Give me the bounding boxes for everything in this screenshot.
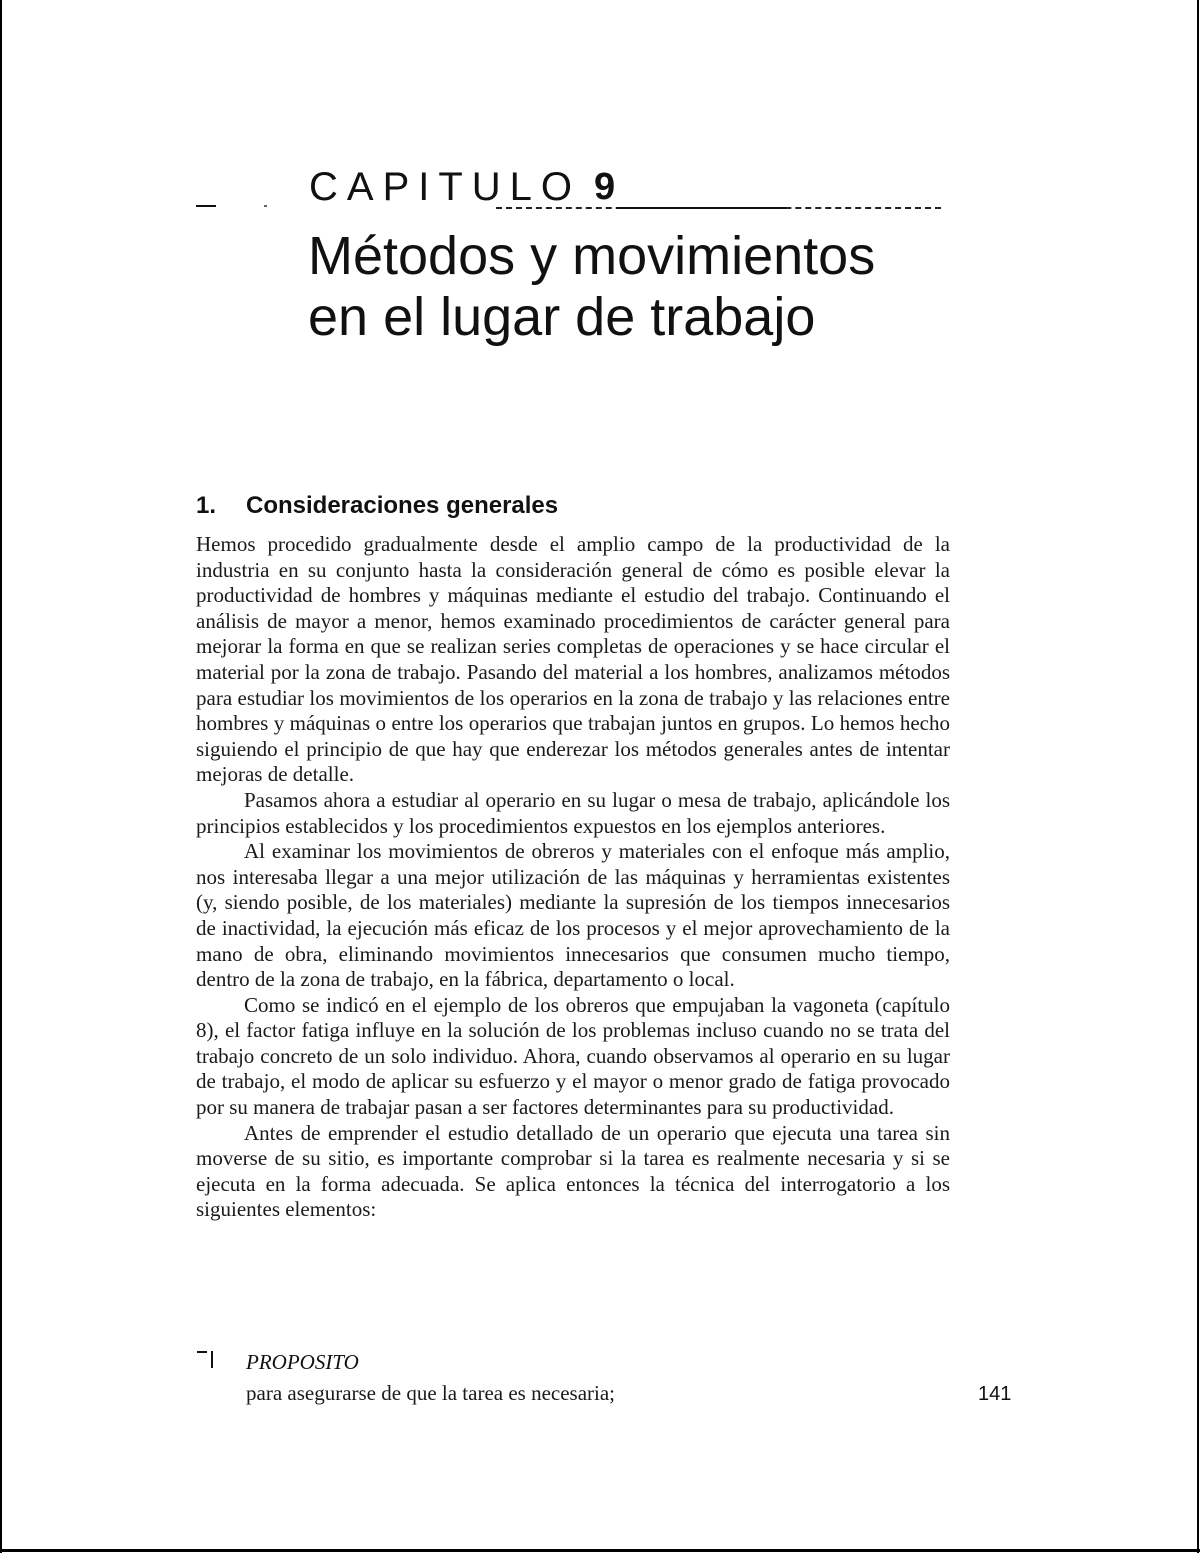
section-number: 1. — [196, 492, 217, 519]
page-border-bottom — [0, 1549, 1200, 1552]
paragraph: Al examinar los movimientos de obreros y materiales con el enfoque más amplio, nos interesaba llegar a una mejor utilización de las máquinas y herramientas existentes (y, siendo posible, de los materiales) mediante la supresión de los tiempos innecesarios de inactividad, la ejecución más eficaz de los procesos y el mejor aprovechamiento de la mano de obra, eliminando movimientos innecesarios que consumen mucho tiempo, dentro de la zona de trabajo, en la fábrica, departamento o local. — [196, 839, 950, 992]
chapter-label: CAPITULO — [309, 165, 582, 209]
paragraph: Antes de emprender el estudio detallado de un operario que ejecuta una tarea sin moverse de su sitio, es importante comprobar si la tarea es realmente necesaria y si se ejecuta en la forma adecuada. Se aplica entonces la técnica del interrogatorio a los siguientes elementos: — [196, 1120, 950, 1222]
chapter-rule-solid — [616, 207, 786, 209]
list-item-marker — [197, 1349, 217, 1373]
chapter-header — [196, 164, 941, 212]
paragraph: Como se indicó en el ejemplo de los obreros que empujaban la vagoneta (capítulo 8), el factor fatiga influye en la solución de los problemas incluso cuando no se trata del trabajo concreto de un solo individuo. Ahora, cuando observamos al operario en su lugar de trabajo, el modo de aplicar su esfuerzo y el mayor o menor grado de fatiga provocado por su manera de trabajar pasan a ser factores determinantes para su productividad. — [196, 992, 950, 1120]
section-heading — [196, 490, 558, 522]
body-text — [196, 532, 950, 1223]
paragraph: Hemos procedido gradualmente desde el amplio campo de la productividad de la industria en su conjunto hasta la consideración general de cómo es posible elevar la productividad de hombres y máquinas mediante el estudio del trabajo. Continuando el análisis de mayor a menor, hemos examinado procedimientos de carácter general para mejorar la forma en que se realizan series completas de operaciones y se hace circular el material por la zona de trabajo. Pasando del material a los hombres, analizamos métodos para estudiar los movimientos de los operarios en la zona de trabajo y las relaciones entre hombres y máquinas o entre los operarios que trabajan juntos en grupos. Lo hemos hecho siguiendo el principio de que hay que enderezar los métodos generales antes de intentar mejoras de detalle. — [196, 532, 950, 787]
page-number: 141 — [978, 1383, 1012, 1405]
list-item-title: PROPOSITO — [246, 1350, 359, 1374]
chapter-title-line-1: Métodos y movimientos — [308, 226, 876, 286]
chapter-title — [308, 226, 1008, 348]
page-border-left — [0, 0, 2, 1553]
chapter-mark-dot — [264, 205, 267, 207]
chapter-number: 9 — [594, 166, 616, 208]
page-border-right — [1197, 0, 1199, 1553]
paragraph: Pasamos ahora a estudiar al operario en su lugar o mesa de trabajo, aplicándole los principios establecidos y los procedimientos expuestos en los ejemplos anteriores. — [196, 787, 950, 838]
chapter-mark-left — [196, 205, 216, 207]
chapter-title-line-2: en el lugar de trabajo — [308, 287, 816, 347]
list-item-description: para asegurarse de que la tarea es necesaria; — [246, 1381, 616, 1405]
section-title: Consideraciones generales — [246, 492, 559, 519]
